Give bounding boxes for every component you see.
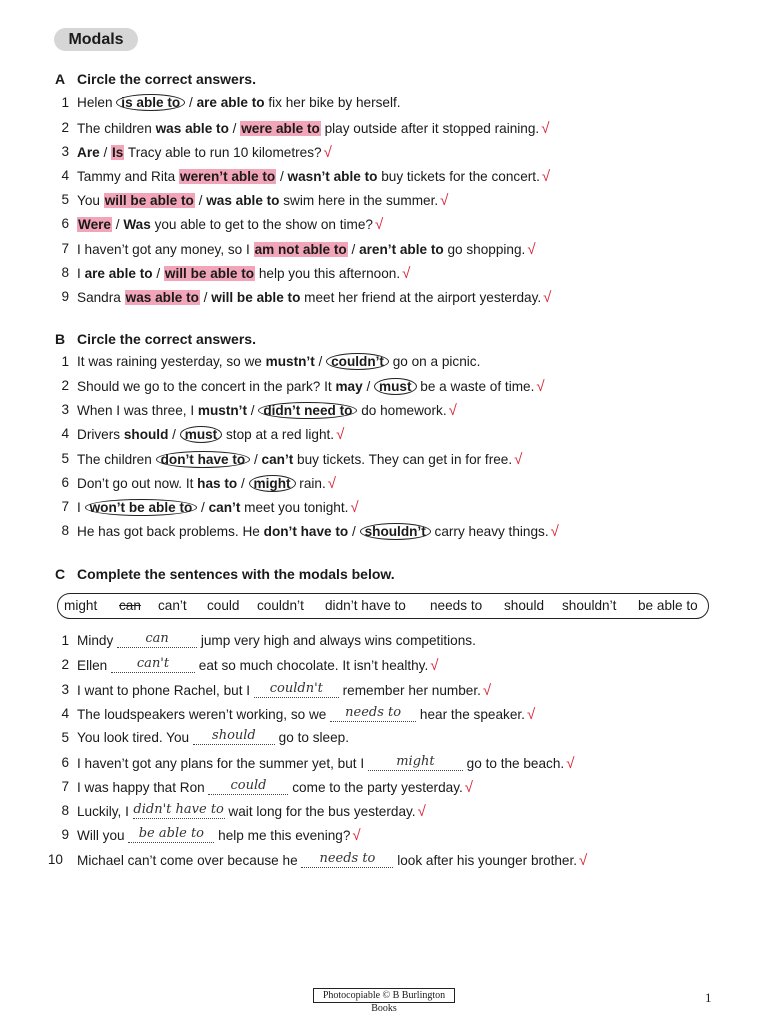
- answer-blank[interactable]: [301, 853, 393, 868]
- check-mark-icon: √: [526, 706, 536, 723]
- exercise-item: [0, 499, 768, 519]
- check-mark-icon: √: [430, 657, 439, 674]
- sentence-end: swim here in the summer.: [279, 193, 439, 208]
- option-2[interactable]: was able to: [206, 193, 280, 208]
- item-number: 9: [61, 289, 69, 304]
- check-mark-icon: √: [417, 803, 426, 820]
- sentence-start: The children: [77, 452, 156, 467]
- sentence-start: You look tired. You: [77, 730, 193, 745]
- option-2[interactable]: Is: [112, 145, 124, 160]
- word-box-word: should: [504, 598, 545, 613]
- exercise-item: [0, 265, 768, 285]
- exercise-item: [0, 402, 768, 422]
- item-text: [77, 755, 574, 772]
- handwritten-answer: needs to: [319, 851, 376, 866]
- sentence-start: It was raining yesterday, so we: [77, 354, 266, 369]
- exercise-item: [0, 755, 768, 775]
- sentence-end: meet you tonight.: [240, 500, 349, 515]
- sentence-end: buy tickets. They can get in for free.: [293, 452, 513, 467]
- item-text: [77, 265, 410, 282]
- check-mark-icon: √: [541, 120, 550, 137]
- option-separator: /: [348, 524, 360, 539]
- item-text: [77, 523, 559, 540]
- sentence-start: Drivers: [77, 427, 124, 442]
- item-text: [77, 289, 551, 306]
- option-2[interactable]: Was: [123, 217, 151, 232]
- handwritten-answer: couldn't: [269, 681, 323, 696]
- sentence-start: Helen: [77, 95, 117, 110]
- word-box-word: might: [64, 598, 98, 613]
- check-mark-icon: √: [536, 378, 545, 395]
- sentence-start: I: [77, 266, 85, 281]
- item-number: 3: [61, 402, 69, 417]
- option-separator: /: [237, 476, 249, 491]
- section-c-letter: C: [55, 566, 66, 582]
- item-number: 6: [61, 216, 69, 231]
- check-mark-icon: √: [352, 827, 361, 844]
- option-separator: /: [197, 500, 209, 515]
- item-text: [77, 803, 426, 820]
- check-mark-icon: √: [374, 216, 384, 233]
- check-mark-icon: √: [527, 241, 536, 258]
- item-text: [77, 730, 349, 745]
- item-number: 3: [61, 682, 69, 697]
- exercise-item: [0, 475, 768, 495]
- exercise-item: [0, 289, 768, 309]
- item-text: [77, 475, 336, 492]
- word-box-word: can’t: [158, 598, 187, 613]
- answer-blank[interactable]: [133, 804, 225, 819]
- exercise-item: [0, 682, 768, 702]
- word-box-word: could: [207, 598, 240, 613]
- option-1[interactable]: mustn’t: [197, 403, 247, 418]
- check-mark-icon: √: [464, 779, 474, 796]
- answer-blank[interactable]: [368, 756, 463, 771]
- option-separator: /: [199, 290, 212, 305]
- exercise-item: [0, 426, 768, 446]
- handwritten-answer: can: [145, 631, 169, 646]
- exercise-item: [0, 168, 768, 188]
- check-mark-icon: √: [482, 682, 492, 699]
- answer-blank[interactable]: [193, 730, 275, 745]
- item-number: 7: [61, 241, 69, 256]
- item-number: 1: [61, 95, 69, 110]
- exercise-item: [0, 852, 768, 872]
- sentence-end: hear the speaker.: [416, 707, 525, 722]
- option-2[interactable]: will be able to: [211, 290, 301, 305]
- handwritten-answer: can't: [136, 656, 170, 671]
- answer-blank[interactable]: [111, 658, 195, 673]
- item-number: 7: [61, 499, 69, 514]
- check-mark-icon: √: [550, 523, 559, 540]
- option-1[interactable]: don’t have to: [263, 524, 349, 539]
- sentence-start: Michael can’t come over because he: [77, 853, 302, 868]
- item-text: [77, 241, 536, 258]
- item-text: [77, 168, 550, 185]
- option-2[interactable]: were able to: [241, 121, 320, 136]
- exercise-item: [0, 216, 768, 236]
- option-2[interactable]: can’t: [208, 500, 241, 515]
- sentence-end: go to sleep.: [274, 730, 349, 745]
- sentence-end: buy tickets for the concert.: [377, 169, 540, 184]
- option-separator: /: [246, 403, 259, 418]
- check-mark-icon: √: [541, 168, 551, 185]
- exercise-item: [0, 144, 768, 164]
- item-number: 8: [61, 523, 69, 538]
- sentence-end: help me this evening?: [214, 828, 351, 843]
- sentence-end: stop at a red light.: [222, 427, 335, 442]
- sentence-end: eat so much chocolate. It isn’t healthy.: [195, 658, 429, 673]
- item-text: [77, 779, 473, 796]
- item-number: 1: [61, 354, 69, 369]
- sentence-start: Luckily, I: [77, 804, 133, 819]
- option-2[interactable]: must: [374, 378, 416, 395]
- handwritten-answer: should: [212, 728, 256, 743]
- answer-blank[interactable]: [208, 780, 288, 795]
- footer-copyright: Photocopiable © B Burlington Books: [313, 988, 455, 1003]
- item-number: 1: [61, 633, 69, 648]
- sentence-start: I want to phone Rachel, but I: [77, 683, 254, 698]
- sentence-end: meet her friend at the airport yesterday.: [300, 290, 542, 305]
- item-text: [77, 402, 457, 419]
- word-box-word: can: [119, 598, 141, 613]
- option-1[interactable]: weren’t able to: [180, 169, 276, 184]
- item-number: 2: [61, 378, 69, 393]
- exercise-item: [0, 523, 768, 543]
- option-2[interactable]: must: [180, 426, 222, 443]
- option-1[interactable]: will be able to: [104, 193, 194, 208]
- sentence-start: I: [77, 500, 85, 515]
- sentence-end: Tracy able to run 10 kilometres?: [124, 145, 322, 160]
- option-1[interactable]: Are: [77, 145, 100, 160]
- option-1[interactable]: should: [123, 427, 169, 442]
- option-2[interactable]: might: [249, 475, 296, 492]
- sentence-end: play outside after it stopped raining.: [320, 121, 540, 136]
- sentence-end: jump very high and always wins competitions.: [197, 633, 476, 648]
- check-mark-icon: √: [566, 755, 575, 772]
- option-separator: /: [168, 427, 180, 442]
- section-a-instruction: Circle the correct answers.: [77, 71, 256, 87]
- option-1[interactable]: mustn’t: [265, 354, 315, 369]
- page-number: 1: [705, 990, 712, 1005]
- check-mark-icon: √: [579, 852, 588, 869]
- item-text: [77, 451, 522, 468]
- sentence-end: look after his younger brother.: [393, 853, 578, 868]
- section-b-instruction: Circle the correct answers.: [77, 331, 256, 347]
- option-1[interactable]: is able to: [116, 94, 185, 111]
- answer-blank[interactable]: [330, 707, 416, 722]
- section-a-heading: [55, 71, 256, 87]
- option-separator: /: [99, 145, 112, 160]
- sentence-start: When I was three, I: [77, 403, 198, 418]
- check-mark-icon: √: [336, 426, 345, 443]
- item-number: 5: [61, 192, 69, 207]
- option-2[interactable]: are able to: [196, 95, 265, 110]
- sentence-end: do homework.: [357, 403, 447, 418]
- check-mark-icon: √: [327, 475, 336, 492]
- exercise-item: [0, 378, 768, 398]
- exercise-item: [0, 706, 768, 726]
- word-box-word: shouldn’t: [562, 598, 617, 613]
- check-mark-icon: √: [402, 265, 411, 282]
- sentence-start: Tammy and Rita: [77, 169, 179, 184]
- option-separator: /: [314, 354, 327, 369]
- sentence-start: Will you: [77, 828, 129, 843]
- exercise-item: [0, 451, 768, 471]
- option-separator: /: [362, 379, 375, 394]
- option-1[interactable]: won’t be able to: [85, 499, 198, 516]
- item-number: 2: [61, 120, 69, 135]
- check-mark-icon: √: [350, 499, 359, 516]
- sentence-end: come to the party yesterday.: [288, 780, 463, 795]
- exercise-item: [0, 192, 768, 212]
- sentence-end: remember her number.: [338, 683, 481, 698]
- item-text: [77, 706, 535, 723]
- word-box: [57, 593, 709, 619]
- sentence-end: go on a picnic.: [388, 354, 481, 369]
- item-number: 10: [47, 852, 63, 867]
- option-1[interactable]: was able to: [155, 121, 229, 136]
- item-number: 5: [61, 451, 69, 466]
- item-number: 7: [61, 779, 69, 794]
- page-title: Modals: [54, 28, 138, 51]
- sentence-end: you able to get to the show on time?: [150, 217, 373, 232]
- exercise-item: [0, 730, 768, 750]
- exercise-item: [0, 95, 768, 115]
- option-separator: /: [152, 266, 164, 281]
- option-2[interactable]: wasn’t able to: [287, 169, 378, 184]
- sentence-start: The children: [77, 121, 156, 136]
- item-text: [77, 426, 344, 443]
- word-box-word: needs to: [430, 598, 483, 613]
- handwritten-answer: didn't have to: [133, 802, 224, 817]
- sentence-end: go to the beach.: [462, 756, 565, 771]
- item-number: 6: [61, 755, 69, 770]
- exercise-item: [0, 354, 768, 374]
- sentence-start: I haven’t got any money, so I: [77, 242, 254, 257]
- option-separator: /: [228, 121, 241, 136]
- option-1[interactable]: may: [335, 379, 363, 394]
- sentence-end: fix her bike by herself.: [264, 95, 401, 110]
- answer-blank[interactable]: [254, 683, 339, 698]
- section-c-instruction: Complete the sentences with the modals below.: [77, 566, 395, 582]
- sentence-start: Mindy: [77, 633, 118, 648]
- option-separator: /: [112, 217, 124, 232]
- option-2[interactable]: will be able to: [164, 266, 255, 281]
- section-c-heading: [55, 566, 395, 582]
- item-number: 4: [61, 706, 69, 721]
- item-number: 8: [61, 265, 69, 280]
- item-text: [77, 827, 361, 844]
- item-text: [77, 852, 587, 869]
- option-1[interactable]: are able to: [84, 266, 153, 281]
- item-text: [77, 499, 359, 516]
- section-a-letter: A: [55, 71, 66, 87]
- option-separator: /: [250, 452, 262, 467]
- item-text: [77, 192, 448, 209]
- sentence-end: go shopping.: [443, 242, 526, 257]
- check-mark-icon: √: [514, 451, 523, 468]
- item-number: 9: [61, 827, 69, 842]
- item-text: [77, 633, 476, 648]
- item-number: 8: [61, 803, 69, 818]
- exercise-item: [0, 241, 768, 261]
- item-text: [77, 95, 401, 110]
- option-1[interactable]: don’t have to: [156, 451, 251, 468]
- sentence-start: Sandra: [77, 290, 125, 305]
- option-separator: /: [276, 169, 288, 184]
- option-2[interactable]: aren’t able to: [359, 242, 444, 257]
- item-number: 4: [61, 168, 69, 183]
- exercise-item: [0, 827, 768, 847]
- exercise-item: [0, 779, 768, 799]
- sentence-end: carry heavy things.: [430, 524, 549, 539]
- option-2[interactable]: couldn’t: [326, 353, 389, 370]
- sentence-start: Should we go to the concert in the park? It: [77, 379, 336, 394]
- check-mark-icon: √: [440, 192, 449, 209]
- sentence-start: You: [77, 193, 104, 208]
- exercise-item: [0, 803, 768, 823]
- word-box-word: didn’t have to: [325, 598, 406, 613]
- check-mark-icon: √: [543, 289, 552, 306]
- option-2[interactable]: can’t: [261, 452, 294, 467]
- word-box-word: couldn’t: [257, 598, 304, 613]
- option-2[interactable]: didn’t need to: [258, 402, 357, 419]
- item-text: [77, 216, 383, 233]
- sentence-end: help you this afternoon.: [255, 266, 401, 281]
- sentence-start: Ellen: [77, 658, 112, 673]
- sentence-start: Don’t go out now. It: [77, 476, 198, 491]
- check-mark-icon: √: [323, 144, 332, 161]
- exercise-item: [0, 657, 768, 677]
- sentence-end: rain.: [295, 476, 326, 491]
- item-text: [77, 657, 438, 674]
- sentence-start: I haven’t got any plans for the summer yet, but I: [77, 756, 368, 771]
- item-number: 6: [61, 475, 69, 490]
- section-b-letter: B: [55, 331, 66, 347]
- option-1[interactable]: has to: [197, 476, 238, 491]
- option-2[interactable]: shouldn’t: [360, 523, 431, 540]
- exercise-item: [0, 120, 768, 140]
- section-b-heading: [55, 331, 256, 347]
- option-separator: /: [194, 193, 207, 208]
- option-1[interactable]: am not able to: [254, 242, 347, 257]
- sentence-start: I was happy that Ron: [77, 780, 209, 795]
- handwritten-answer: might: [396, 754, 435, 769]
- item-text: [77, 144, 332, 161]
- answer-blank[interactable]: [117, 633, 197, 648]
- sentence-start: He has got back problems. He: [77, 524, 264, 539]
- item-text: [77, 682, 491, 699]
- item-number: 4: [61, 426, 69, 441]
- word-box-word: be able to: [638, 598, 698, 613]
- option-separator: /: [185, 95, 197, 110]
- item-number: 3: [61, 144, 69, 159]
- sentence-end: be a waste of time.: [416, 379, 535, 394]
- sentence-start: The loudspeakers weren’t working, so we: [77, 707, 331, 722]
- option-1[interactable]: Were: [78, 217, 111, 232]
- handwritten-answer: could: [230, 778, 267, 793]
- item-text: [77, 120, 549, 137]
- option-1[interactable]: was able to: [125, 290, 199, 305]
- item-number: 5: [61, 730, 69, 745]
- answer-blank[interactable]: [128, 828, 214, 843]
- item-text: [77, 354, 480, 369]
- check-mark-icon: √: [448, 402, 457, 419]
- item-text: [77, 378, 545, 395]
- item-number: 2: [61, 657, 69, 672]
- exercise-item: [0, 633, 768, 653]
- handwritten-answer: be able to: [138, 826, 204, 841]
- sentence-end: wait long for the bus yesterday.: [224, 804, 416, 819]
- handwritten-answer: needs to: [345, 705, 402, 720]
- option-separator: /: [347, 242, 360, 257]
